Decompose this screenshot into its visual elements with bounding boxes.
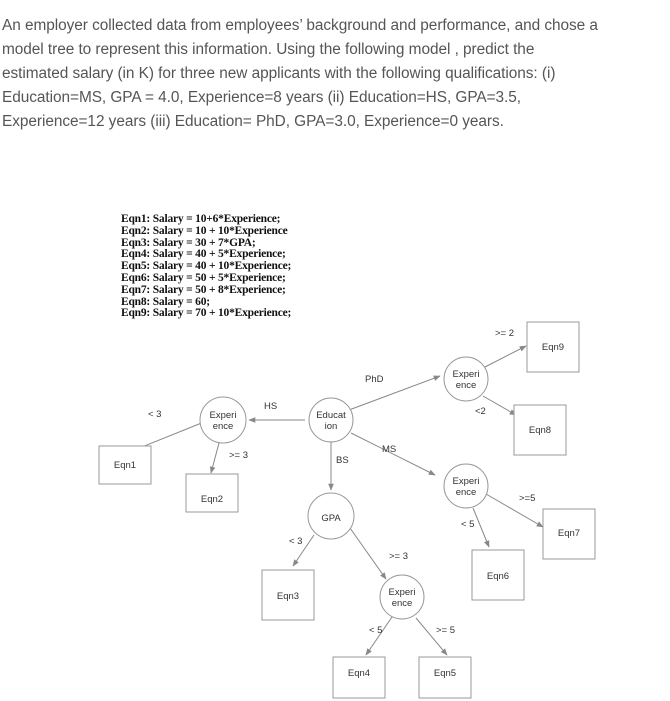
- equation-eqn2: Eqn2: Salary = 10 + 10*Experience: [121, 224, 288, 237]
- edge-expms-lt5: [473, 508, 489, 547]
- edge-label-exp-lt5: < 5: [369, 625, 383, 636]
- node-label: Experi: [388, 587, 416, 598]
- node-label: Experi: [452, 369, 480, 380]
- equation-eqn1: Eqn1: Salary = 10+6*Experience;: [121, 213, 281, 225]
- edge-label-ms-lt5: < 5: [461, 519, 475, 530]
- node-experience-ms: [444, 464, 488, 508]
- leaf-eqn8: Eqn8: [528, 425, 552, 436]
- node-label: Experi: [452, 476, 480, 487]
- edge-exphs-ge3: [211, 443, 219, 473]
- node-experience-hs: [200, 397, 246, 443]
- edge-label-phd-ge2: >= 2: [495, 328, 515, 339]
- edge-label-ms-ge5: >=5: [519, 493, 536, 504]
- leaf-eqn5: Eqn5: [433, 668, 457, 679]
- node-label: ence: [455, 380, 477, 391]
- question-line: An employer collected data from employees’ background and performance, and chose a: [2, 17, 598, 34]
- equation-eqn4: Eqn4: Salary = 40 + 5*Experience;: [121, 248, 286, 261]
- edge-education-phd: [349, 376, 440, 410]
- node-gpa: [308, 493, 354, 539]
- node-experience-gpa: [380, 575, 424, 619]
- equation-eqn7: Eqn7: Salary = 50 + 8*Experience;: [121, 283, 286, 296]
- node-label: ence: [455, 487, 477, 498]
- edge-expgpa-lt5: [366, 617, 392, 655]
- leaf-eqn3: Eqn3: [276, 591, 300, 602]
- question-line: Experience=12 years (iii) Education= PhD, GPA=3.0, Experience=0 years.: [2, 113, 504, 130]
- node-label: ion: [324, 421, 338, 432]
- leaf-eqn2: Eqn2: [200, 494, 224, 505]
- equation-eqn8: Eqn8: Salary = 60;: [121, 295, 210, 308]
- edge-label-hs: HS: [264, 401, 278, 412]
- node-label: ence: [212, 421, 234, 432]
- node-experience-phd: [444, 357, 488, 401]
- leaf-eqn7: Eqn7: [557, 528, 581, 539]
- leaf-eqn2-box: [186, 474, 238, 512]
- equation-eqn6: Eqn6: Salary = 50 + 5*Experience;: [121, 271, 286, 284]
- edge-label-gpa-lt3: < 3: [289, 536, 303, 547]
- edge-expphd-lt2: [483, 396, 516, 415]
- leaf-eqn6: Eqn6: [486, 571, 510, 582]
- node-label: GPA: [321, 513, 341, 524]
- leaf-eqn1: Eqn1: [113, 460, 137, 471]
- leaf-eqn9: Eqn9: [541, 342, 565, 353]
- question-line: estimated salary (in K) for three new applicants with the following qualifications: (i): [2, 65, 556, 82]
- equation-eqn3: Eqn3: Salary = 30 + 7*GPA;: [121, 236, 256, 249]
- node-education: [309, 398, 353, 442]
- equation-eqn5: Eqn5: Salary = 40 + 10*Experience;: [121, 260, 292, 273]
- edge-gpa-ge3: [350, 528, 386, 579]
- edge-expphd-ge2: [483, 346, 526, 368]
- edge-label-ms: MS: [382, 444, 397, 455]
- node-label: Experi: [209, 410, 237, 421]
- question-line: model tree to represent this information. Using the following model , predict the: [2, 41, 535, 58]
- edge-label-hs-lt3: < 3: [148, 409, 162, 420]
- edge-label-hs-ge3: >= 3: [229, 450, 249, 461]
- leaf-eqn4: Eqn4: [347, 668, 371, 679]
- equation-eqn9: Eqn9: Salary = 70 + 10*Experience;: [121, 307, 292, 320]
- edge-expgpa-ge5: [416, 618, 447, 655]
- edge-label-exp-ge5: >= 5: [436, 625, 456, 636]
- node-label: Educat: [316, 410, 346, 421]
- node-label: ence: [391, 598, 413, 609]
- edge-label-bs: BS: [336, 455, 349, 466]
- edge-label-gpa-ge3: >= 3: [389, 551, 409, 562]
- edge-label-phd-lt2: <2: [475, 406, 486, 417]
- question-line: Education=MS, GPA = 4.0, Experience=8 years (ii) Education=HS, GPA=3.5,: [2, 89, 522, 106]
- edge-label-phd: PhD: [365, 374, 384, 385]
